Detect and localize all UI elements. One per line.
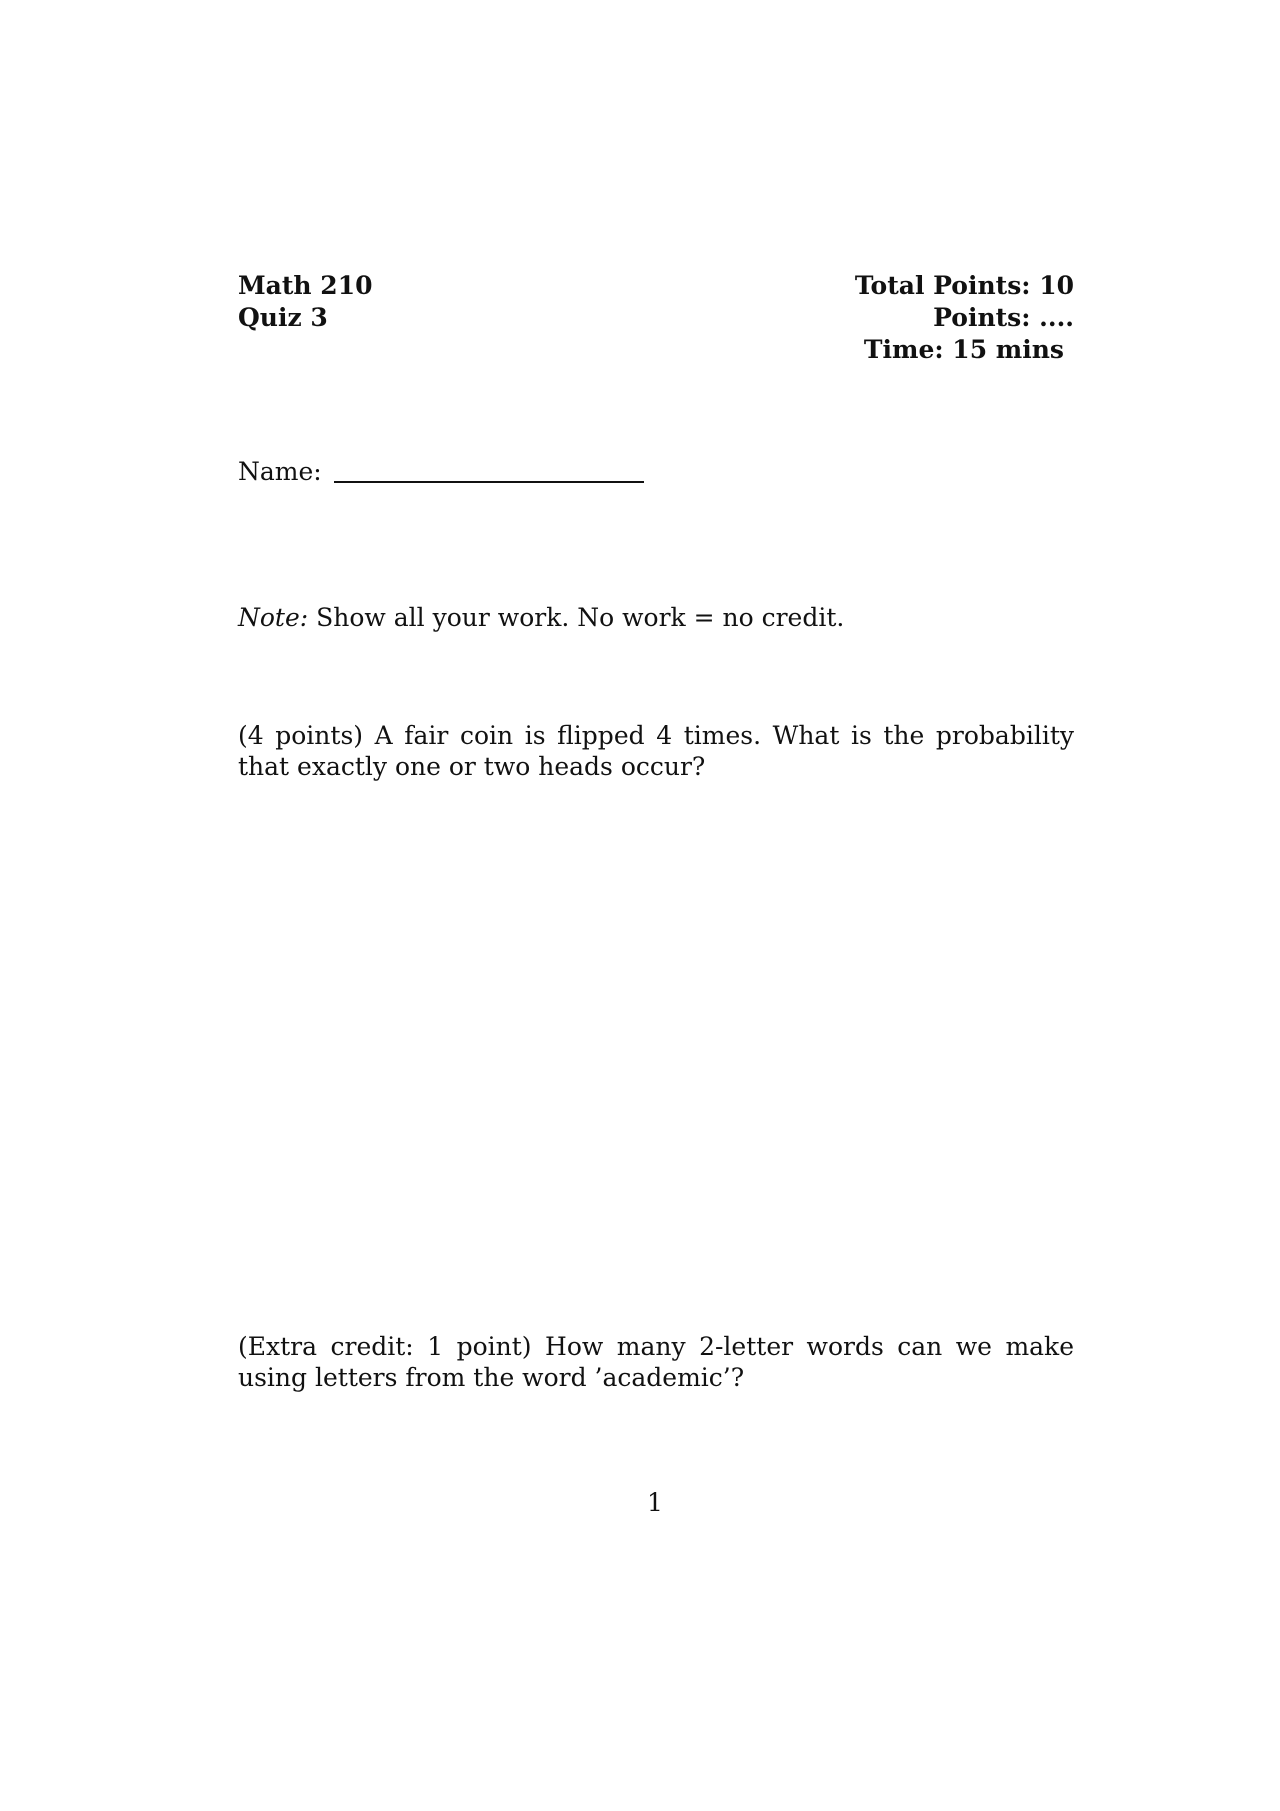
points-header — [855, 270, 1074, 366]
note-label: Note: — [238, 603, 309, 632]
name-field — [238, 456, 644, 488]
question-extra-credit: (Extra credit: 1 point) How many 2-letter words can we make using letters from the word ’academic’? — [238, 1332, 1074, 1392]
name-label: Name: — [238, 457, 322, 486]
time-limit: Time: 15 mins — [863, 335, 1064, 364]
quiz-title: Quiz 3 — [238, 303, 328, 332]
course-title: Math 210 — [238, 271, 373, 300]
page-number: 1 — [647, 1488, 663, 1517]
note-text: Show all your work. No work = no credit. — [316, 603, 845, 632]
course-header — [238, 270, 373, 334]
question-1: (4 points) A fair coin is flipped 4 times. What is the probability that exactly one or two heads occur? — [238, 721, 1074, 781]
note — [238, 602, 844, 634]
points-earned: Points: .... — [933, 303, 1074, 332]
name-blank-line[interactable] — [334, 481, 644, 483]
total-points: Total Points: 10 — [854, 271, 1074, 300]
